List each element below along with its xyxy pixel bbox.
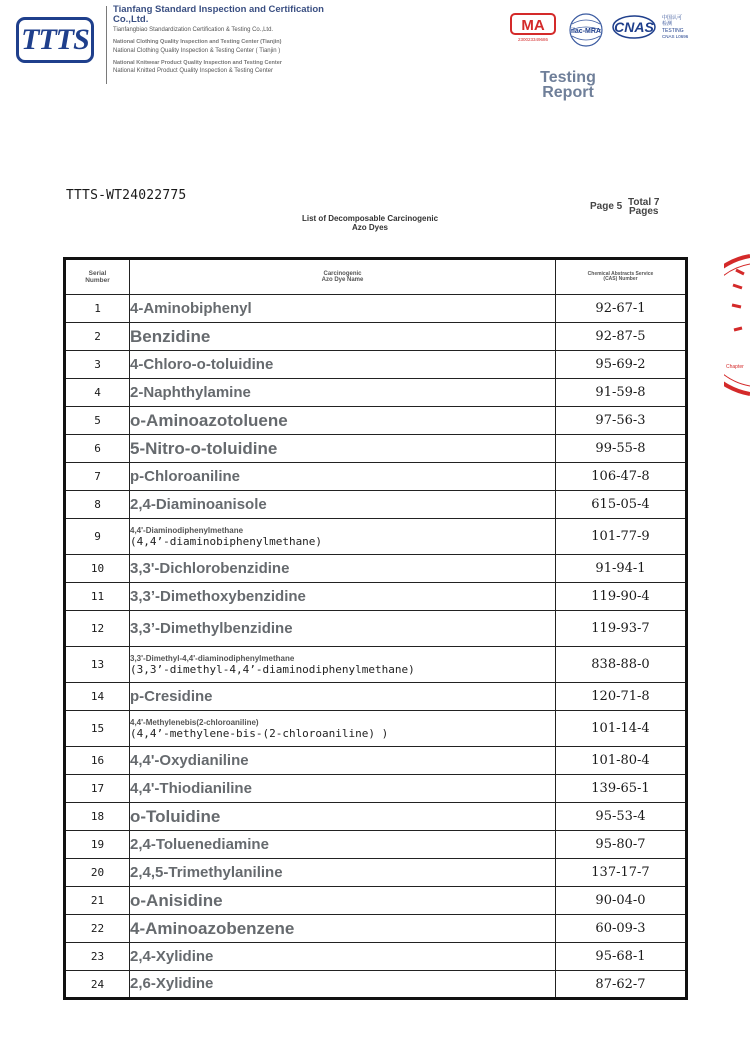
serial-number: 17	[65, 775, 130, 803]
dye-name-text: 2,4,5-Trimethylaniline	[130, 863, 283, 881]
dye-name-text: 3,3’-Dimethoxybenzidine	[130, 587, 306, 605]
dye-name-text: 4,4'-Thiodianiline	[130, 779, 252, 797]
serial-number: 16	[65, 747, 130, 775]
serial-number: 22	[65, 915, 130, 943]
cas-number: 91-94-1	[556, 555, 687, 583]
cas-number: 95-69-2	[556, 351, 687, 379]
cas-number: 119-93-7	[556, 611, 687, 647]
dye-name	[130, 611, 556, 647]
dye-name	[130, 407, 556, 435]
dye-name	[130, 491, 556, 519]
dye-name-text: 4-Aminobiphenyl	[130, 299, 252, 317]
serial-number: 18	[65, 803, 130, 831]
dye-name	[130, 775, 556, 803]
issuer-name-sub: Tianfangbiao Standardization Certification & Testing Co.,Ltd.	[113, 27, 274, 33]
serial-number: 2	[65, 323, 130, 351]
serial-number: 15	[65, 711, 130, 747]
red-seal-stamp	[724, 250, 750, 400]
dye-name-text: 2,6-Xylidine	[130, 975, 214, 992]
ilac-text: ilac-MRA	[571, 28, 601, 35]
cas-number: 137-17-7	[556, 859, 687, 887]
table-row	[65, 407, 687, 435]
dye-name-text: o-Anisidine	[130, 890, 223, 910]
serial-number: 3	[65, 351, 130, 379]
total-pages: Total 7 Pages	[628, 197, 660, 217]
dye-name-text: 4-Chloro-o-toluidine	[130, 355, 274, 373]
dye-name	[130, 583, 556, 611]
table-row	[65, 379, 687, 407]
dye-name-text: o-Aminoazotoluene	[130, 410, 288, 430]
dye-name	[130, 971, 556, 999]
cas-number: 615-05-4	[556, 491, 687, 519]
serial-number: 1	[65, 295, 130, 323]
dye-name	[130, 647, 556, 683]
serial-number: 19	[65, 831, 130, 859]
table-row	[65, 351, 687, 379]
serial-number: 24	[65, 971, 130, 999]
dye-name-text: o-Toluidine	[130, 806, 221, 826]
cnas-logo	[612, 12, 696, 46]
report-title: Testing Report	[540, 69, 596, 101]
ilac-mra-logo	[566, 12, 606, 52]
cas-number: 95-53-4	[556, 803, 687, 831]
cas-number: 106-47-8	[556, 463, 687, 491]
dye-name-text: 3,3'-Dichlorobenzidine	[130, 559, 290, 577]
dye-name-text: 2,4-Diaminoanisole	[130, 495, 267, 513]
table-row	[65, 831, 687, 859]
dye-name	[130, 859, 556, 887]
serial-number: 7	[65, 463, 130, 491]
dye-name	[130, 351, 556, 379]
dye-name	[130, 555, 556, 583]
cma-logo	[510, 12, 556, 42]
dye-name-alternate: (4,4’-diaminobiphenylmethane)	[130, 534, 323, 548]
dye-name	[130, 519, 556, 555]
dye-name-text: 2-Naphthylamine	[130, 383, 251, 401]
table-row	[65, 775, 687, 803]
table-row	[65, 323, 687, 351]
serial-number: 6	[65, 435, 130, 463]
table-row	[65, 943, 687, 971]
dye-name-text: p-Chloroaniline	[130, 467, 240, 485]
dye-name	[130, 379, 556, 407]
table-row	[65, 683, 687, 711]
dye-name	[130, 887, 556, 915]
dye-name	[130, 747, 556, 775]
table-row	[65, 887, 687, 915]
svg-text:CNAS L0696: CNAS L0696	[662, 34, 689, 39]
serial-number: 20	[65, 859, 130, 887]
issuer-block	[113, 5, 333, 75]
dye-name	[130, 943, 556, 971]
svg-text:TESTING: TESTING	[662, 28, 684, 34]
serial-number: 9	[65, 519, 130, 555]
cas-number: 95-68-1	[556, 943, 687, 971]
cma-text: MA	[521, 17, 545, 34]
page-info	[590, 198, 680, 220]
dye-name-text: 3,3’-Dimethylbenzidine	[130, 619, 293, 637]
cas-number: 95-80-7	[556, 831, 687, 859]
cnas-text: CNAS	[614, 19, 654, 35]
table-row	[65, 491, 687, 519]
serial-number: 21	[65, 887, 130, 915]
serial-number: 4	[65, 379, 130, 407]
serial-number: 8	[65, 491, 130, 519]
serial-number: 13	[65, 647, 130, 683]
cas-number: 120-71-8	[556, 683, 687, 711]
cas-number: 99-55-8	[556, 435, 687, 463]
table-row	[65, 859, 687, 887]
dye-name	[130, 803, 556, 831]
center1-sub: National Clothing Quality Inspection & Testing Center ( Tianjin )	[113, 47, 281, 54]
dye-name-alternate: (4,4’-methylene-bis-(2-chloroaniline) )	[130, 726, 389, 740]
page-label: Page 5	[590, 201, 623, 212]
cas-number: 92-67-1	[556, 295, 687, 323]
table-row	[65, 555, 687, 583]
table-row	[65, 519, 687, 555]
dye-name-primary: 4,4'-Methylenebis(2-chloroaniline)	[130, 717, 259, 727]
center2-title: National Knitwear Product Quality Inspection and Testing Center	[113, 59, 282, 66]
stamp-text: Chapter	[726, 364, 744, 370]
dye-name-primary: 4,4'-Diaminodiphenylmethane	[130, 525, 244, 535]
dye-name	[130, 831, 556, 859]
svg-text:中国认可: 中国认可	[662, 15, 683, 21]
list-title: List of Decomposable Carcinogenic Azo Dyes	[301, 214, 439, 232]
cas-number: 60-09-3	[556, 915, 687, 943]
dye-name-text: 2,4-Xylidine	[130, 947, 214, 965]
table-row	[65, 583, 687, 611]
report-number: TTTS-WT24022775	[66, 188, 187, 203]
table-row	[65, 647, 687, 683]
serial-number: 12	[65, 611, 130, 647]
dye-name-text: Benzidine	[130, 326, 211, 346]
dye-name	[130, 711, 556, 747]
table-row	[65, 611, 687, 647]
cas-number: 101-77-9	[556, 519, 687, 555]
dye-name-text: 5-Nitro-o-toluidine	[130, 438, 278, 458]
cas-number: 139-65-1	[556, 775, 687, 803]
dye-name	[130, 323, 556, 351]
azo-dyes-table	[63, 257, 688, 1000]
cas-number: 87-62-7	[556, 971, 687, 999]
dye-name-text: p-Cresidine	[130, 687, 213, 705]
center2-sub: National Knitted Product Quality Inspection & Testing Center	[113, 68, 273, 74]
header-serial: Serial Number	[65, 259, 130, 295]
cas-number: 92-87-5	[556, 323, 687, 351]
serial-number: 11	[65, 583, 130, 611]
dye-name	[130, 915, 556, 943]
table-row	[65, 435, 687, 463]
center1-title: National Clothing Quality Inspection and Testing Center (Tianjin)	[113, 39, 282, 45]
table-row	[65, 463, 687, 491]
serial-number: 14	[65, 683, 130, 711]
header-dye-name: Carcinogenic Azo Dye Name	[130, 259, 556, 295]
table-row	[65, 747, 687, 775]
cas-number: 101-80-4	[556, 747, 687, 775]
svg-text:检测: 检测	[662, 21, 673, 27]
table-row	[65, 971, 687, 999]
dye-name-text: 2,4-Toluenediamine	[130, 835, 269, 853]
cas-number: 90-04-0	[556, 887, 687, 915]
serial-number: 5	[65, 407, 130, 435]
cas-number: 119-90-4	[556, 583, 687, 611]
dye-name-primary: 3,3'-Dimethyl-4,4'-diaminodiphenylmethane	[130, 653, 295, 663]
serial-number: 10	[65, 555, 130, 583]
dye-name-alternate: (3,3’-dimethyl-4,4’-diaminodiphenylmethane)	[130, 662, 415, 676]
cas-number: 97-56-3	[556, 407, 687, 435]
cas-number: 838-88-0	[556, 647, 687, 683]
dye-name	[130, 435, 556, 463]
ttts-logo: TTTS	[16, 17, 94, 63]
cas-number: 91-59-8	[556, 379, 687, 407]
table-header-row	[65, 259, 687, 295]
cas-number: 101-14-4	[556, 711, 687, 747]
serial-number: 23	[65, 943, 130, 971]
table-row	[65, 711, 687, 747]
issuer-name: Tianfang Standard Inspection and Certification Co.,Ltd.	[113, 4, 324, 25]
dye-name-text: 4-Aminoazobenzene	[130, 918, 295, 938]
table-row	[65, 915, 687, 943]
dye-name-text: 4,4'-Oxydianiline	[130, 751, 249, 769]
header-cas: Chemical Abstracts Service (CAS) Number	[556, 259, 687, 295]
dye-name	[130, 683, 556, 711]
table-row	[65, 295, 687, 323]
dye-name	[130, 295, 556, 323]
header-divider	[106, 6, 107, 84]
cma-number: 230023349686	[517, 37, 549, 42]
table-row	[65, 803, 687, 831]
dye-name	[130, 463, 556, 491]
